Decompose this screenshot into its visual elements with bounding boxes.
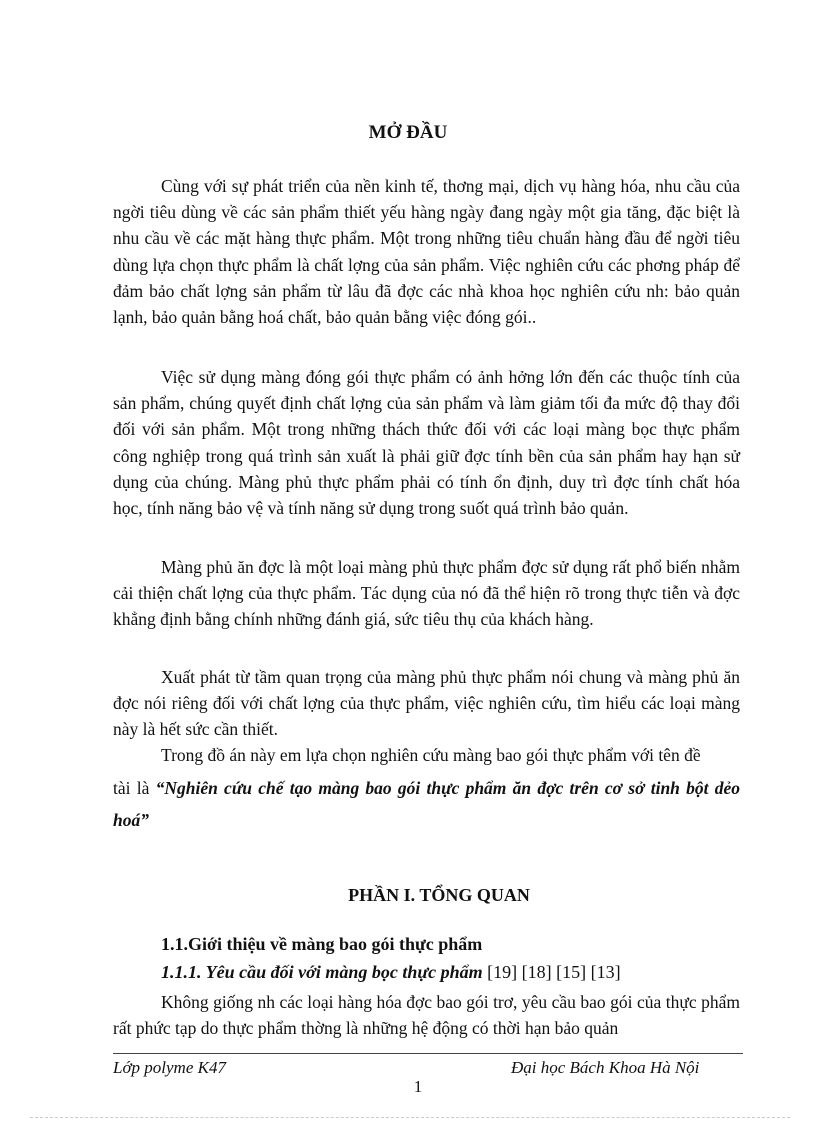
topic-title: “Nghiên cứu chế tạo màng bao gói thực phẩm ăn đợc trên cơ sở tinh bột dẻo hoá” bbox=[113, 778, 740, 830]
footer-university: Đại học Bách Khoa Hà Nội bbox=[511, 1058, 700, 1077]
intro-paragraph-5: Trong đồ án này em lựa chọn nghiên cứu màng bao gói thực phẩm với tên đề bbox=[161, 745, 701, 765]
footer-class-name: Lớp polyme K47 bbox=[113, 1058, 226, 1077]
topic-paragraph bbox=[113, 772, 740, 836]
subsection-refs: [19] [18] [15] [13] bbox=[482, 962, 621, 982]
body-paragraph: Không giống nh các loại hàng hóa đợc bao gói trơ, yêu cầu bao gói của thực phẩm rất phức tạp do thực phẩm thờng là những hệ động có thời hạn bảo quản bbox=[113, 992, 740, 1039]
intro-paragraph-3: Màng phủ ăn đợc là một loại màng phủ thực phẩm đợc sử dụng rất phổ biến nhằm cải thiện chất lợng của thực phẩm. Tác dụng của nó đã thể hiện rõ trong thực tiễn và đợc khẳng định bằng chính những đánh giá, sức tiêu thụ của khách hàng. bbox=[113, 557, 740, 630]
page-title: MỞ ĐẦU bbox=[368, 122, 448, 143]
subsection-title: 1.1.1. Yêu cầu đối với màng bọc thực phẩm bbox=[161, 962, 483, 982]
footer-divider bbox=[113, 1053, 743, 1054]
intro-paragraph-1: Cùng với sự phát triển của nền kinh tế, thơng mại, dịch vụ hàng hóa, nhu cầu của ngời tiêu dùng về các sản phẩm thiết yếu hàng ngày đang ngày một gia tăng, đặc biệt là nhu cầu về các mặt hàng thực phẩm. Một trong những tiêu chuẩn hàng đầu để ngời tiêu dùng lựa chọn thực phẩm là chất lợng của sản phẩm. Việc nghiên cứu các phơng pháp để đảm bảo chất lợng sản phẩm từ lâu đã đợc các nhà khoa học nghiên cứu nh: bảo quản lạnh, bảo quản bằng hoá chất, bảo quản bằng việc đóng gói.. bbox=[113, 176, 740, 328]
section-heading: 1.1.Giới thiệu về màng bao gói thực phẩm bbox=[161, 934, 483, 954]
page-edge-divider bbox=[30, 1117, 790, 1118]
part-title: PHẦN I. TỔNG QUAN bbox=[348, 885, 530, 905]
topic-prefix: tài là bbox=[113, 778, 156, 798]
intro-paragraph-4: Xuất phát từ tầm quan trọng của màng phủ thực phẩm nói chung và màng phủ ăn đợc nói riêng đối với chất lợng của thực phẩm, việc nghiên cứu, tìm hiểu các loại màng này là hết sức cần thiết. bbox=[113, 667, 740, 740]
intro-paragraph-2: Việc sử dụng màng đóng gói thực phẩm có ảnh hởng lớn đến các thuộc tính của sản phẩm, chúng quyết định chất lợng của sản phẩm và làm giảm tối đa mức độ thay đổi đối với sản phẩm. Một trong những thách thức đối với các loại màng bọc thực phẩm công nghiệp trong quá trình sản xuất là phải giữ đợc tính bền của sản phẩm hay hạn sử dụng của chúng. Màng phủ thực phẩm phải có tính ổn định, duy trì đợc tính chất hóa học, tính năng bảo vệ và tính năng sử dụng trong suốt quá trình bảo quản. bbox=[113, 367, 740, 519]
page-number: 1 bbox=[413, 1077, 423, 1096]
subsection-heading bbox=[161, 962, 621, 983]
